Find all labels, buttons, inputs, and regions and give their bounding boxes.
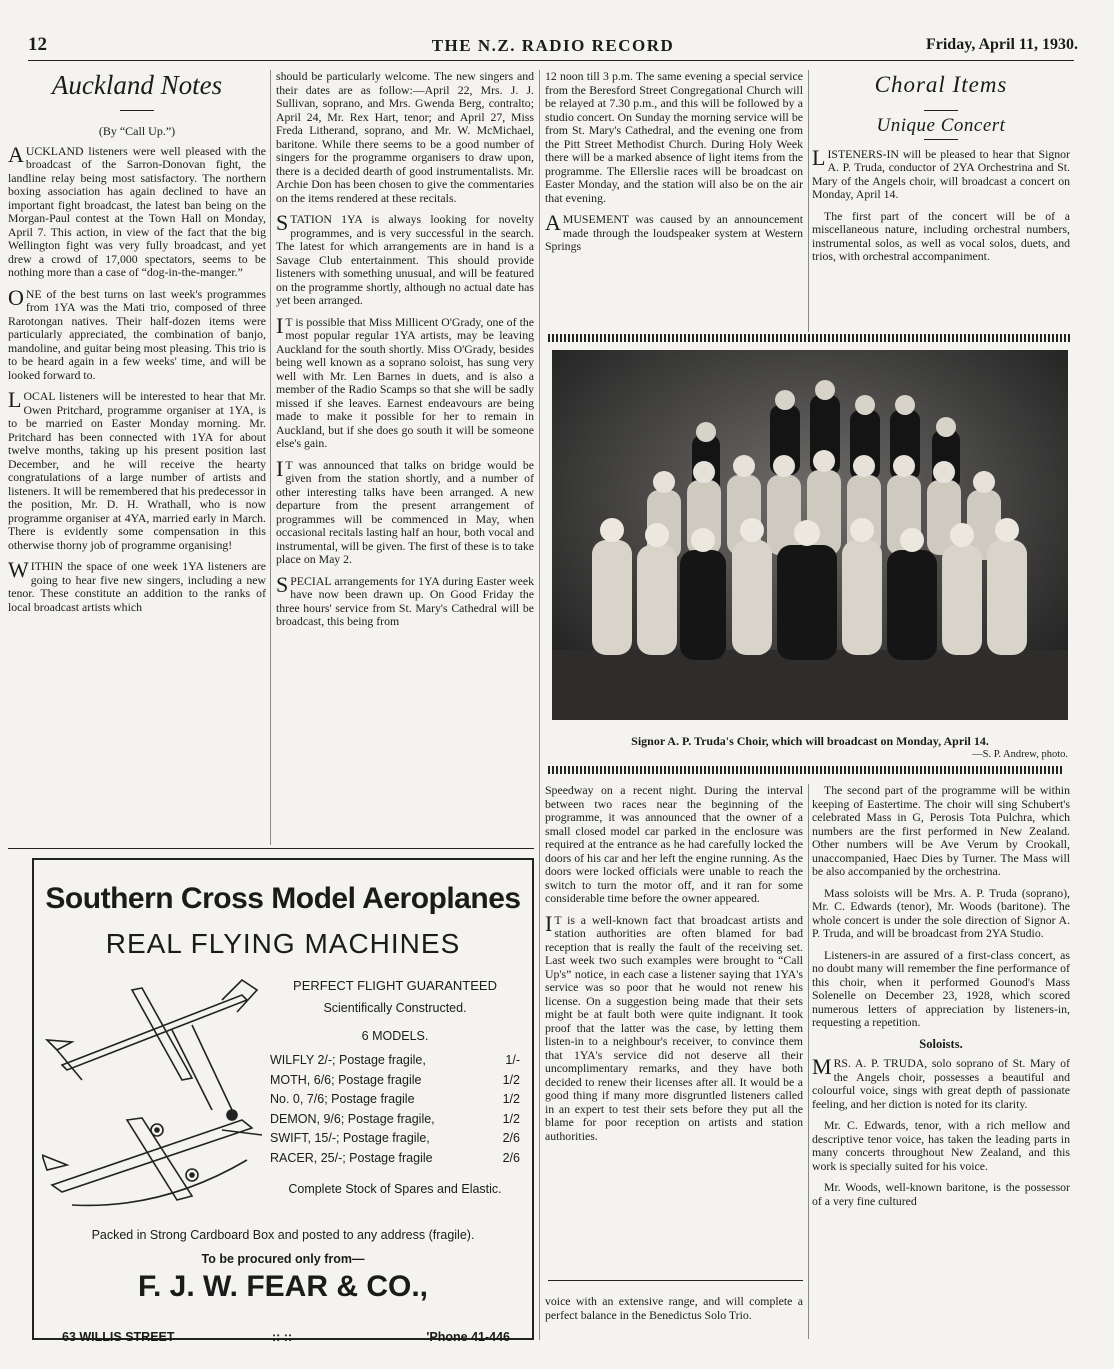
issue-date: Friday, April 11, 1930. [925,36,1078,53]
heading-rule [924,110,958,111]
caption-text: Signor A. P. Truda's Choir, which will broadcast on Monday, April 14. [631,734,989,748]
article-paragraph: I T is a well-known fact that broadcast artists and station authorities are often blamed for bad reception that is really the fault of the receiving set. Last week two such examples were brought to “Call Up's” notice, in each case a listener saying that 1YA's service was so poor that he would not renew his license. On a suggestion being made that their sets might be at fault both were quite indignant. It took proof that the latter was the case, by letting them listen-in to a neighbour's receiver, to convince them that 1YA's service did not deserve all their uncomplimentary remarks, and they have both decided to renew their licenses after all. It would be a good thing if many more disgruntled listeners called in an expert to test their sets before they put all the blame for poor reception on artists and station authorities. [545,910,803,1143]
auckland-notes-heading: Auckland Notes [51,70,223,100]
soloists-heading: Soloists. [919,1036,963,1051]
column-divider [270,70,271,845]
company-name: F. J. W. FEAR & CO., [137,1270,429,1303]
column-divider [539,70,540,1340]
publication-title: THE N.Z. RADIO RECORD [431,36,675,55]
hatched-rule [548,766,1062,774]
auckland-notes-column-3 [545,70,803,262]
aeroplanes-advertisement [32,858,534,1344]
article-paragraph: Mr. Woods, well-known baritone, is the possessor of a very fine cultured [812,1180,1070,1208]
article-paragraph: The second part of the programme will be within keeping of Eastertime. The choir will sing Schubert's celebrated Mass in G, Perosis Tota Pulchra, which numbers are the first performed in New Zealand. Other numbers will be Ave Verum by Crookall, unaccompanied, Haec Dies by Turner. The Mass will be also accompanied by the orchestrina. [812,783,1070,878]
address-separator: :: :: [272,1330,293,1344]
byline: (By “Call Up.”) [98,124,176,138]
section-rule [548,1280,803,1281]
spares-text: Complete Stock of Spares and Elastic. [288,1182,502,1196]
auckland-notes-column-2 [276,70,534,637]
heading-rule [924,139,958,140]
article-paragraph: WITHIN the space of one week 1YA listeners are going to hear five new singers, including a new tenor. These constitute an addition to the ranks of local broadcast artists which [8,557,266,614]
column-divider [808,784,809,1339]
model-row: WILFLY 2/-; Postage fragile, 1/- [270,1053,520,1067]
article-paragraph: LOCAL listeners will be interested to hear that Mr. Owen Pritchard, programme organiser at 1YA, is to be married on Easter Monday morning. Mr. Pritchard has been connected with 1YA for about twelve months, taking up his present position last December, and he will receive the hearty congratulations of a large number of artists and listeners. It will be remembered that his predecessor in the position, Mr. D. H. Wrathall, who is now programme organiser at 4YA, married early in March. There is evidently some compensation in this otherwise thorny job of programme organising! [8,387,266,552]
model-row: MOTH, 6/6; Postage fragile 1/2 [270,1072,520,1087]
article-paragraph: Mr. C. Edwards, tenor, with a rich mellow and descriptive tenor voice, has taken the leading parts in many concerts throughout New Zealand, and this work is specially suited for his voice. [812,1118,1070,1173]
article-paragraph: I T is possible that Miss Millicent O'Grady, one of the most popular regular 1YA artists, may be leaving Auckland for the south shortly. Miss O'Grady, besides being well known as a soprano soloist, has sung very well with Mr. Len Barnes in duets, and is also a member of the Radio Scamps so that she will be sadly missed if she leaves. Earnest endeavours are being made to make it possible for her to remain in Auckland, but if she does go south it will be someone else's gain. [276,312,534,450]
article-paragraph: Listeners-in are assured of a first-class concert, as no doubt many will remember the fine performance of this choir, when it performed Gounod's Mass Solenelle on December 23, 1928, which scored numerous letters of appreciation by listeners-in, requesting a repetition. [812,947,1070,1029]
page-number: 12 [28,34,47,55]
choral-items-column [812,70,1070,272]
unique-concert-subheading: Unique Concert [876,115,1006,136]
article-paragraph: Mass soloists will be Mrs. A. P. Truda (soprano), Mr. C. Edwards (tenor), Mr. Woods (baritone). The whole concert is under the sole direction of Signor A. P. Truda, and will be broadcast from 2YA Studio. [812,885,1070,940]
models-heading: 6 MODELS. [361,1029,429,1043]
article-paragraph: AMUSEMENT was caused by an announcement made through the loudspeaker system at Western Springs [545,210,803,253]
hatched-rule [548,334,1070,342]
column-divider [808,70,809,332]
model-row: No. 0, 7/6; Postage fragile 1/2 [270,1092,520,1106]
article-paragraph: I T was announced that talks on bridge would be given from the station shortly, and a number of other interesting talks have been arranged. A new departure from the present arrangement of programmes will be commenced in May, when occasional recitals lasting half an hour, both vocal and instrumental, will be given. The first of these is to take place on May 2. [276,455,534,566]
advert-subheadline: REAL FLYING MACHINES [105,928,461,959]
model-row: SWIFT, 15/-; Postage fragile, 2/6 [270,1131,520,1145]
photo-caption [552,734,1068,760]
choral-items-column-2 [812,784,1070,1216]
heading-rule [120,110,154,111]
advert-details [270,978,520,1196]
article-paragraph: The first part of the concert will be of a miscellaneous nature, including orchestral numbers, instrumental solos, as well as vocal solos, duets, and trios, with orchestral accompaniment. [812,208,1070,263]
article-paragraph: Speedway on a recent night. During the interval between two races near the beginning of the programme, it was announced that the owner of a small closed model car parked in the enclosure was required at the entrance as he had carefully locked the doors of his car and her left the engine running. As the doors were locked officials were unable to reach the switch to turn the motor off, and it ran for some considerable time before the owner appeared. [545,783,803,905]
masthead [28,34,1078,56]
advert-headline: Southern Cross Model Aeroplanes [45,882,521,915]
auckland-notes-continued-column [545,784,803,1151]
procured-text: To be procured only from— [201,1252,365,1266]
article-paragraph: 12 noon till 3 p.m. The same evening a special service from the Beresford Street Congregational Church will be relayed at 7.30 p.m., and this will be followed by a studio concert. On Sunday the morning service will be from St. Mary's Cathedral, and the evening one from the Pitt Street Methodist Church. During Holy Week there will be a marked absence of light items from the programme. The Ellerslie races will be broadcast on Easter Monday, and the station will also be on the air that evening. [545,69,803,205]
masthead-rule [28,60,1074,61]
article-paragraph: SPECIAL arrangements for 1YA during Easter week have now been drawn up. On Good Friday the three hours' service from St. Mary's Cathedral will be broadcast, this being from [276,571,534,628]
model-row: DEMON, 9/6; Postage fragile, 1/2 [270,1111,520,1126]
article-paragraph: should be particularly welcome. The new singers and their dates are as follow:—April 22, Mrs. J. J. Sullivan, soprano, and Mrs. Gwenda Berg, contralto; April 24, Mr. Rex Hart, tenor; and April 27, Miss Freda Litherand, soprano, and Mr. W. McMichael, baritone. While there seems to be a good number of singers for the programme organisers to draw upon, there is a decided dearth of good instrumentalists. Mr. Archie Don has been chosen to give the commentaries on the items rendered at these recitals. [276,69,534,205]
section-rule [8,848,534,849]
photo-credit: —S. P. Andrew, photo. [972,749,1068,760]
model-aeroplane-illustration [42,970,272,1220]
constructed-text: Scientifically Constructed. [323,1001,467,1015]
auckland-notes-column [8,70,266,622]
article-paragraph: AUCKLAND listeners were well pleased with the broadcast of the Sarron-Donovan fight, the landline relay being most satisfactory. The northern boxing association has again declined to have an important fight broadcast, the latest ban being on the Morgan-Paul contest at the Town Hall on Monday, April 7. This action, in view of the fact that the big Wellington fight was very fully broadcast, and yet drew a crowd of 17,000 spectators, seems to be nothing more than a case of “dog-in-the-manger.” [8,141,266,279]
model-row: RACER, 25/-; Postage fragile 2/6 [270,1150,520,1165]
article-paragraph: LISTENERS-IN will be pleased to hear that Signor A. P. Truda, conductor of 2YA Orchestrina and St. Mary of the Angels choir, will broadcast a concert on Monday, April 14. [812,144,1070,201]
choir-photograph [552,350,1068,720]
packed-text: Packed in Strong Cardboard Box and posted to any address (fragile). [91,1228,475,1242]
choir-photo-image [552,350,1068,720]
guarantee-text: PERFECT FLIGHT GUARANTEED [293,978,497,993]
choral-items-continued-column [545,1295,803,1330]
article-paragraph: ONE of the best turns on last week's programmes from 1YA was the Mati trio, composed of three Rarotongan natives. Their half-dozen items were particularly appreciated, the combination of banjo, mandoline, and guitar being most pleasing. This trio is to be heard again in a few weeks' time, and will be looked forward to. [8,284,266,382]
choral-items-heading: Choral Items [874,72,1008,97]
phone-number: 'Phone 41-446 [426,1330,510,1344]
street-address: 63 WILLIS STREET [62,1330,175,1344]
article-paragraph: voice with an extensive range, and will complete a perfect balance in the Benedictus Solo Trio. [545,1294,803,1322]
article-paragraph: STATION 1YA is always looking for novelty programmes, and is very successful in the search. The latest for which arrangements are in hand is a Savage Club entertainment. This should provide listeners with something unusual, and will be featured on the programme shortly, although no actual date has yet been arranged. [276,210,534,307]
article-paragraph: MRS. A. P. TRUDA, solo soprano of St. Mary of the Angels choir, possesses a beautiful and colourful voice, sings with great depth of passionate feeling, and her diction is noted for its clarity. [812,1054,1070,1111]
